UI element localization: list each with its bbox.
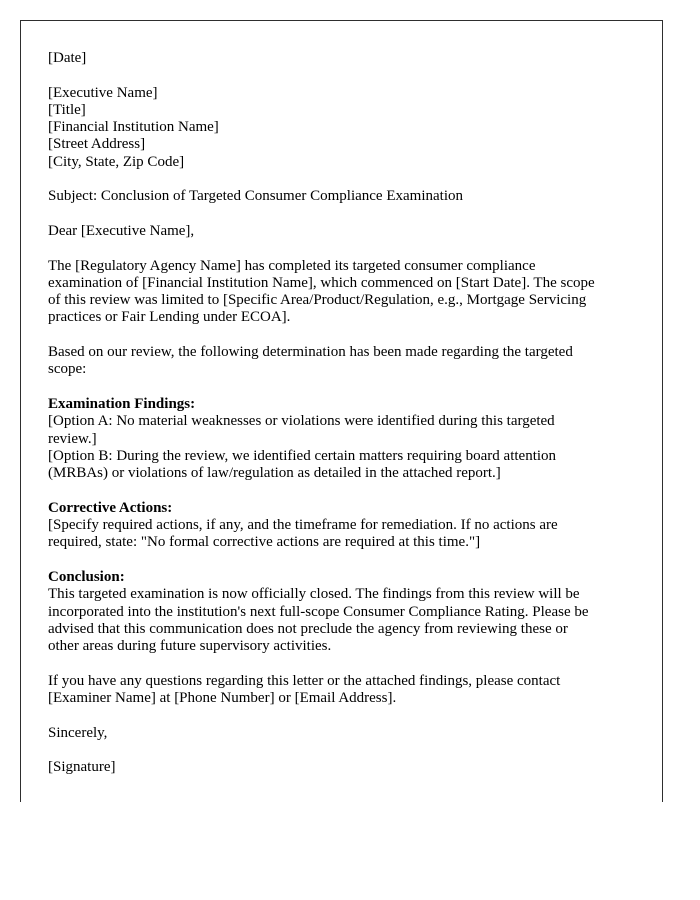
letter-blank-line	[48, 240, 635, 257]
letter-blank-line	[48, 482, 635, 499]
letter-line: [Street Address]	[48, 136, 146, 153]
letter-line: examination of [Financial Institution Name], which commenced on [Start Date]. The scope	[48, 274, 595, 291]
letter-line: [Option B: During the review, we identified certain matters requiring board attention	[48, 447, 557, 464]
letter-line: The [Regulatory Agency Name] has completed its targeted consumer compliance	[48, 257, 536, 274]
letter-line: scope:	[48, 361, 87, 378]
letter-blank-line	[48, 171, 635, 188]
letter-line: review.]	[48, 430, 97, 447]
letter-line: [Date]	[48, 50, 87, 66]
letter-line: [Specify required actions, if any, and the timeframe for remediation. If no actions are	[48, 517, 558, 534]
letter-blank-line	[48, 379, 635, 396]
letter-line: [Title]	[48, 101, 86, 118]
letter-blank-line	[48, 742, 635, 759]
letter-section-heading: Corrective Actions:	[48, 499, 173, 516]
letter-blank-line	[48, 707, 635, 724]
letter-line: Subject: Conclusion of Targeted Consumer Compliance Examination	[48, 188, 463, 205]
letter-blank-line	[48, 552, 635, 569]
letter-line: [Financial Institution Name]	[48, 119, 219, 136]
letter-line: (MRBAs) or violations of law/regulation as detailed in the attached report.]	[48, 465, 501, 482]
letter-line: incorporated into the institution's next full-scope Consumer Compliance Rating. Please be	[48, 603, 589, 620]
letter-line: Dear [Executive Name],	[48, 222, 195, 239]
letter-line: advised that this communication does not preclude the agency from reviewing these or	[48, 620, 568, 637]
letter-body	[48, 50, 635, 776]
letter-blank-line	[48, 655, 635, 672]
letter-blank-line	[48, 67, 635, 84]
letter-line: [Option A: No material weaknesses or violations were identified during this targeted	[48, 413, 555, 430]
letter-line: other areas during future supervisory activities.	[48, 638, 332, 655]
letter-line: [Signature]	[48, 759, 116, 776]
letter-line: [Examiner Name] at [Phone Number] or [Email Address].	[48, 689, 397, 706]
letter-line: If you have any questions regarding this letter or the attached findings, please contact	[48, 672, 561, 689]
letter-blank-line	[48, 206, 635, 223]
letter-line: Sincerely,	[48, 724, 108, 741]
letter-line: [Executive Name]	[48, 84, 158, 101]
letter-blank-line	[48, 327, 635, 344]
letter-line: practices or Fair Lending under ECOA].	[48, 309, 291, 326]
letter-line: Based on our review, the following determination has been made regarding the targeted	[48, 344, 573, 361]
letter-line: This targeted examination is now officially closed. The findings from this review will be	[48, 586, 580, 603]
letter-line: of this review was limited to [Specific Area/Product/Regulation, e.g., Mortgage Servicing	[48, 292, 587, 309]
letter-line: [City, State, Zip Code]	[48, 153, 185, 170]
letter-section-heading: Examination Findings:	[48, 395, 196, 412]
letter-page	[20, 20, 663, 802]
letter-section-heading: Conclusion:	[48, 568, 125, 585]
letter-line: required, state: "No formal corrective actions are required at this time."]	[48, 534, 481, 551]
